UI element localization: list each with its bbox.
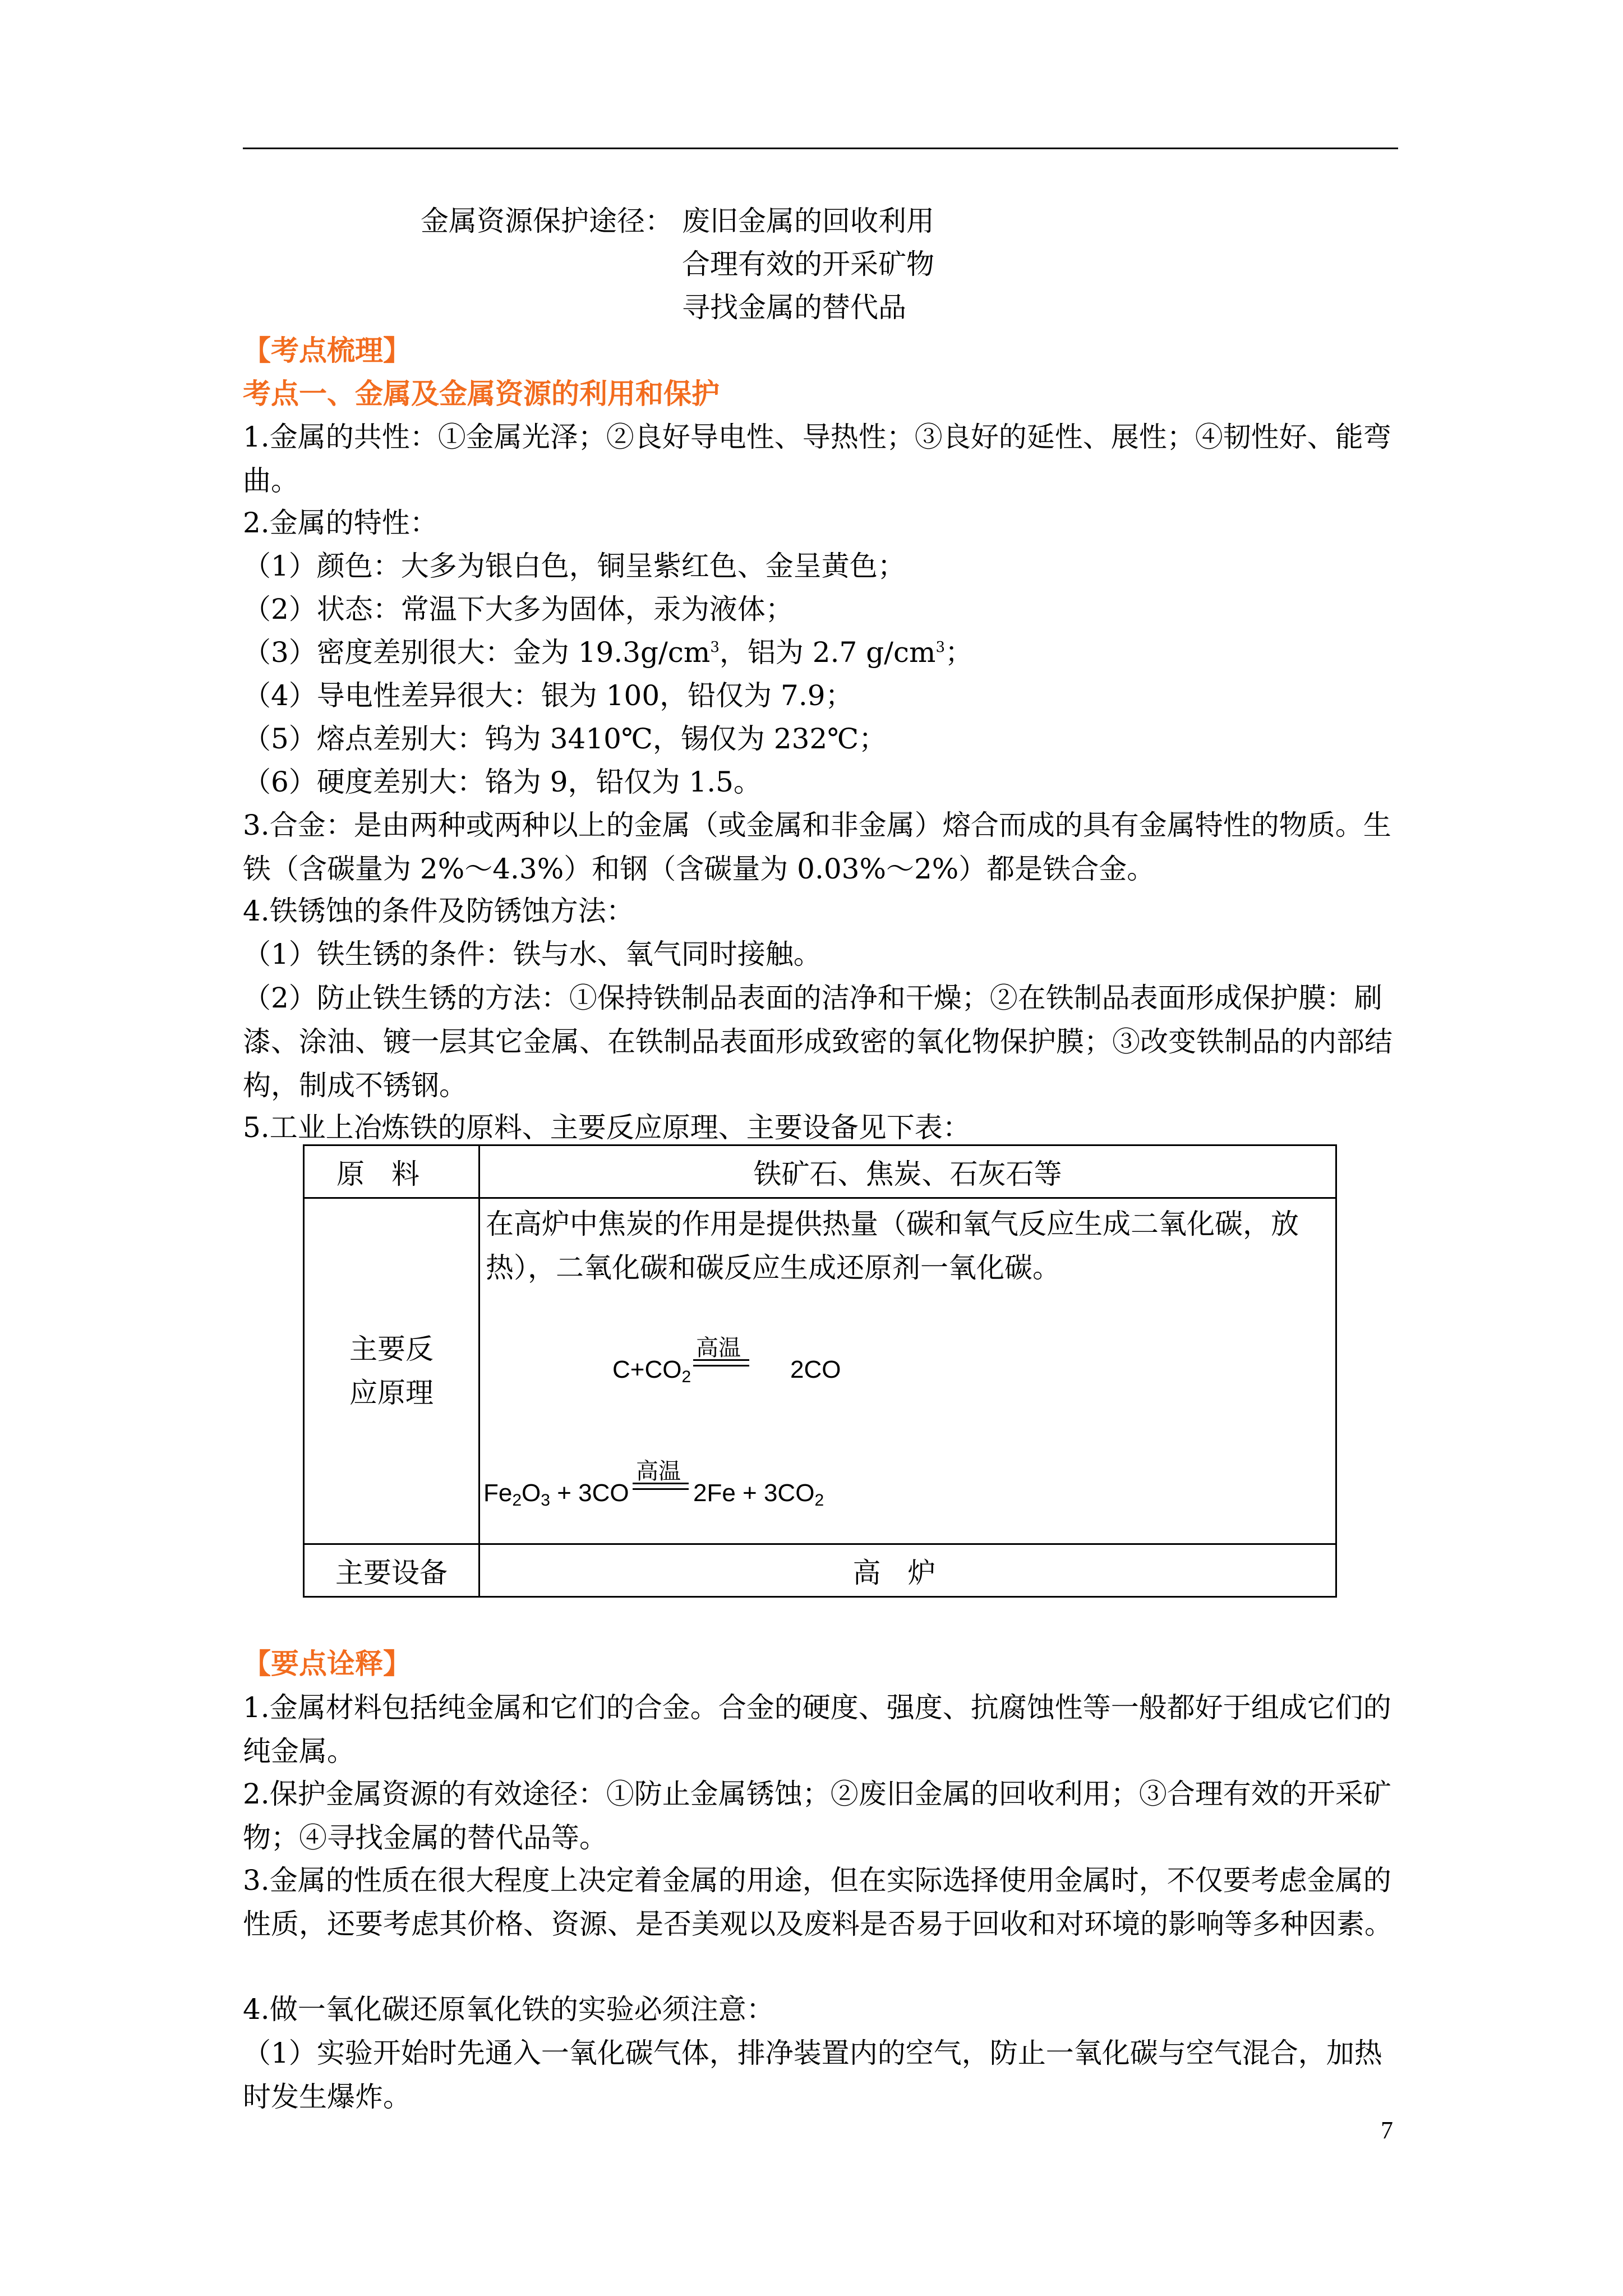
paragraph-y4: 4.做一氧化碳还原氧化铁的实验必须注意： bbox=[243, 1993, 774, 2026]
equation-2-condition: 高温 bbox=[636, 1458, 681, 1484]
section-heading-kaodian: 【考点梳理】 bbox=[243, 334, 411, 367]
table-cell-label bbox=[304, 1145, 479, 1198]
equation-2-right: $2Fe + 3CO_2$ bbox=[693, 1479, 824, 1510]
protection-way-item: 寻找金属的替代品 bbox=[682, 291, 906, 324]
table-row bbox=[304, 1145, 1336, 1198]
equation-1-bar bbox=[693, 1359, 749, 1361]
paragraph-rust: 4.铁锈蚀的条件及防锈蚀方法： bbox=[243, 895, 634, 927]
paragraph-metal-special: 2.金属的特性： bbox=[243, 507, 438, 539]
paragraph-alloy: 3.合金：是由两种或两种以上的金属（或金属和非金属）熔合而成的具有金属特性的物质。生铁（含碳量为 2%～4.3%）和钢（含碳量为 0.03%～2%）都是铁合金。 bbox=[243, 809, 1391, 885]
paragraph-metal-common: 1.金属的共性：①金属光泽；②良好导电性、导热性；③良好的延性、展性；④韧性好、能弯曲。 bbox=[243, 421, 1391, 497]
equation-1-condition: 高温 bbox=[696, 1335, 741, 1361]
raw-material-label: 原料 bbox=[336, 1157, 446, 1190]
list-item-conductivity: （4）导电性差异很大：银为 100，铅仅为 7.9； bbox=[243, 679, 854, 712]
list-item-hardness: （6）硬度差别大：铬为 9，铅仅为 1.5。 bbox=[243, 766, 762, 798]
list-item-color: （1）颜色：大多为银白色，铜呈紫红色、金呈黄色； bbox=[243, 550, 906, 582]
principle-label: 主要反应原理 bbox=[349, 1333, 434, 1409]
principle-content bbox=[480, 1199, 1335, 1543]
list-item-density: （3）密度差别很大：金为 $19.3g/cm^3$，铝为 2.7 $g/cm^3$； bbox=[243, 636, 973, 669]
list-item-state: （2）状态：常温下大多为固体，汞为液体； bbox=[243, 593, 794, 625]
protection-way-item: 合理有效的开采矿物 bbox=[682, 248, 934, 280]
equipment-value: 高炉 bbox=[852, 1556, 963, 1589]
principle-note: 在高炉中焦炭的作用是提供热量（碳和氧气反应生成二氧化碳，放热），二氧化碳和碳反应生成还原剂一氧化碳。 bbox=[486, 1208, 1299, 1284]
equation-2-left: $Fe_2O_3 + 3CO$ bbox=[483, 1479, 629, 1510]
paragraph-y1: 1.金属材料包括纯金属和它们的合金。合金的硬度、强度、抗腐蚀性等一般都好于组成它们的纯金属。 bbox=[243, 1691, 1391, 1768]
table-cell-value bbox=[479, 1544, 1336, 1597]
paragraph-y2: 2.保护金属资源的有效途径：①防止金属锈蚀；②废旧金属的回收利用；③合理有效的开采矿物；④寻找金属的替代品等。 bbox=[243, 1778, 1391, 1854]
kaodian-one-title: 考点一、金属及金属资源的利用和保护 bbox=[243, 378, 720, 410]
list-item-rust-condition: （1）铁生锈的条件：铁与水、氧气同时接触。 bbox=[243, 938, 822, 970]
page-number: 7 bbox=[1381, 2116, 1393, 2144]
equipment-label: 主要设备 bbox=[304, 1544, 479, 1597]
equation-2-bar bbox=[633, 1483, 689, 1484]
equation-1-left: $C+CO_2$ bbox=[612, 1356, 691, 1386]
table-row bbox=[304, 1198, 1336, 1544]
header-rule bbox=[243, 148, 1398, 149]
table-row bbox=[304, 1544, 1336, 1597]
paragraph-ironmaking: 5.工业上冶炼铁的原料、主要反应原理、主要设备见下表： bbox=[243, 1111, 971, 1144]
list-item-melting: （5）熔点差别大：钨为 3410℃，锡仅为 232℃； bbox=[243, 723, 887, 755]
equation-1-right: 2CO bbox=[790, 1356, 841, 1383]
principle-cell bbox=[479, 1198, 1336, 1544]
ironmaking-table bbox=[303, 1144, 1337, 1598]
paragraph-y3: 3.金属的性质在很大程度上决定着金属的用途，但在实际选择使用金属时，不仅要考虑金属的性质，还要考虑其价格、资源、是否美观以及废料是否易于回收和对环境的影响等多种因素。 bbox=[243, 1864, 1393, 1940]
protection-way-item: 废旧金属的回收利用 bbox=[682, 205, 934, 237]
section-heading-yaodian: 【要点诠释】 bbox=[243, 1648, 411, 1680]
equation-2-bar bbox=[633, 1488, 689, 1490]
table-cell-label bbox=[304, 1198, 479, 1544]
list-item-rust-prevention: （2）防止铁生锈的方法：①保持铁制品表面的洁净和干燥；②在铁制品表面形成保护膜：刷漆、涂油、镀一层其它金属、在铁制品表面形成致密的氧化物保护膜；③改变铁制品的内部结构，制成不锈钢。 bbox=[243, 982, 1393, 1102]
protection-ways-label: 金属资源保护途径： bbox=[421, 205, 673, 237]
raw-material-value: 铁矿石、焦炭、石灰石等 bbox=[479, 1145, 1336, 1198]
paragraph-y4-1: （1）实验开始时先通入一氧化碳气体，排净装置内的空气，防止一氧化碳与空气混合，加热时发生爆炸。 bbox=[243, 2037, 1382, 2113]
equation-1-bar bbox=[693, 1365, 749, 1366]
